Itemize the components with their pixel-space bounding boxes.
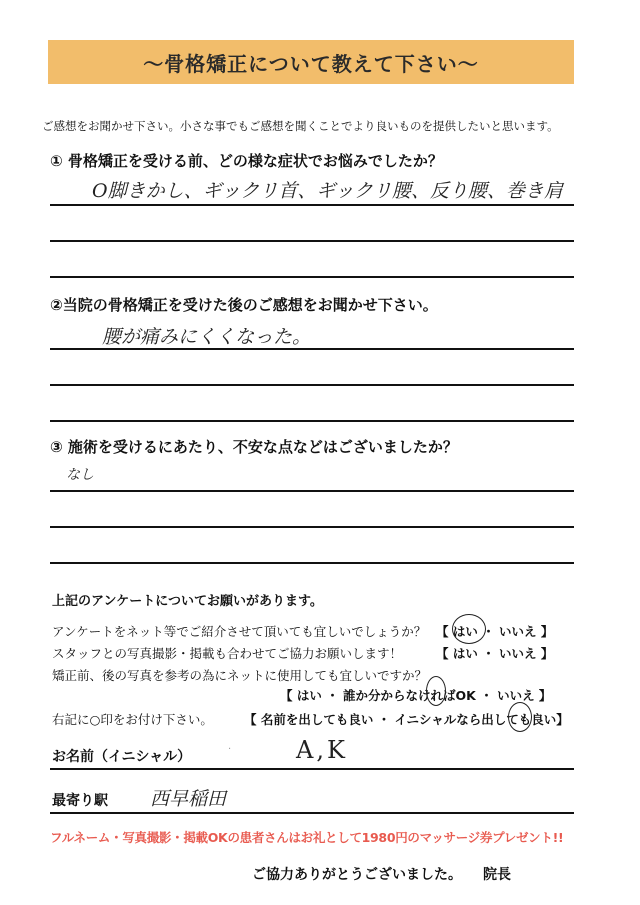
request-row-2-text: スタッフとの写真撮影・掲載も合わせてご協力お願いします！ bbox=[52, 646, 403, 661]
answer-line bbox=[50, 204, 574, 206]
answer-line bbox=[50, 276, 574, 278]
intro-text: ご感想をお聞かせ下さい。小さな事でもご感想を聞くことでより良いものを提供したいと思います。 bbox=[42, 119, 559, 133]
page-title: ～骨格矯正について教えて下さい～ bbox=[143, 51, 479, 76]
title-banner bbox=[48, 40, 574, 84]
question-2-answer: 腰が痛みにくくなった。 bbox=[102, 326, 312, 348]
thanks-text: ご協力ありがとうございました。 院長 bbox=[252, 867, 511, 883]
question-3-label: ③ 施術を受けるにあたり、不安な点などはございましたか？ bbox=[50, 438, 458, 456]
station-line bbox=[50, 812, 574, 814]
request-row-2-choice: 【 はい ・ いいえ 】 bbox=[436, 646, 554, 661]
request-row-1-choice: 【 はい ・ いいえ 】 bbox=[436, 624, 554, 639]
answer-line bbox=[50, 384, 574, 386]
answer-line bbox=[50, 526, 574, 528]
station-value: 西早稲田 bbox=[150, 788, 227, 810]
question-1-label: ① 骨格矯正を受ける前、どの様な症状でお悩みでしたか？ bbox=[50, 152, 443, 170]
hai-circle-mark bbox=[452, 614, 486, 644]
request-row-1-text: アンケートをネット等でご紹介させて頂いても宜しいでしょうか？ bbox=[52, 624, 427, 639]
request-heading: 上記のアンケートについてお願いがあります。 bbox=[52, 594, 323, 609]
circle-mark bbox=[508, 702, 532, 732]
name-value: A,K bbox=[296, 736, 348, 764]
answer-line bbox=[50, 420, 574, 422]
request-row-4-text: 右記に○印をお付け下さい。 bbox=[52, 712, 213, 727]
name-line bbox=[50, 768, 574, 770]
answer-line bbox=[50, 240, 574, 242]
name-label: お名前（イニシャル） bbox=[52, 749, 192, 765]
circle-mark bbox=[426, 676, 446, 706]
answer-line bbox=[50, 348, 574, 350]
request-row-3-choice: 【 はい ・ 誰か分からなければOK ・ いいえ 】 bbox=[280, 688, 552, 703]
promo-text: フルネーム・写真撮影・掲載OKの患者さんはお礼として1980円のマッサージ券プレゼント!! bbox=[50, 830, 564, 845]
station-label: 最寄り駅 bbox=[52, 793, 108, 809]
question-2-label: ②当院の骨格矯正を受けた後のご感想をお聞かせ下さい。 bbox=[50, 296, 438, 314]
request-row-3-text: 矯正前、後の写真を参考の為にネットに使用しても宜しいですか？ bbox=[52, 668, 428, 683]
answer-line bbox=[50, 562, 574, 564]
question-1-answer: O脚きかし、ギックリ首、ギックリ腰、反り腰、巻き肩 bbox=[92, 180, 563, 202]
request-row-4-choice: 【 名前を出しても良い ・ イニシャルなら出しても良い】 bbox=[244, 712, 569, 727]
answer-line bbox=[50, 490, 574, 492]
dot-mark: · bbox=[228, 744, 232, 755]
question-3-answer: なし bbox=[66, 467, 94, 483]
